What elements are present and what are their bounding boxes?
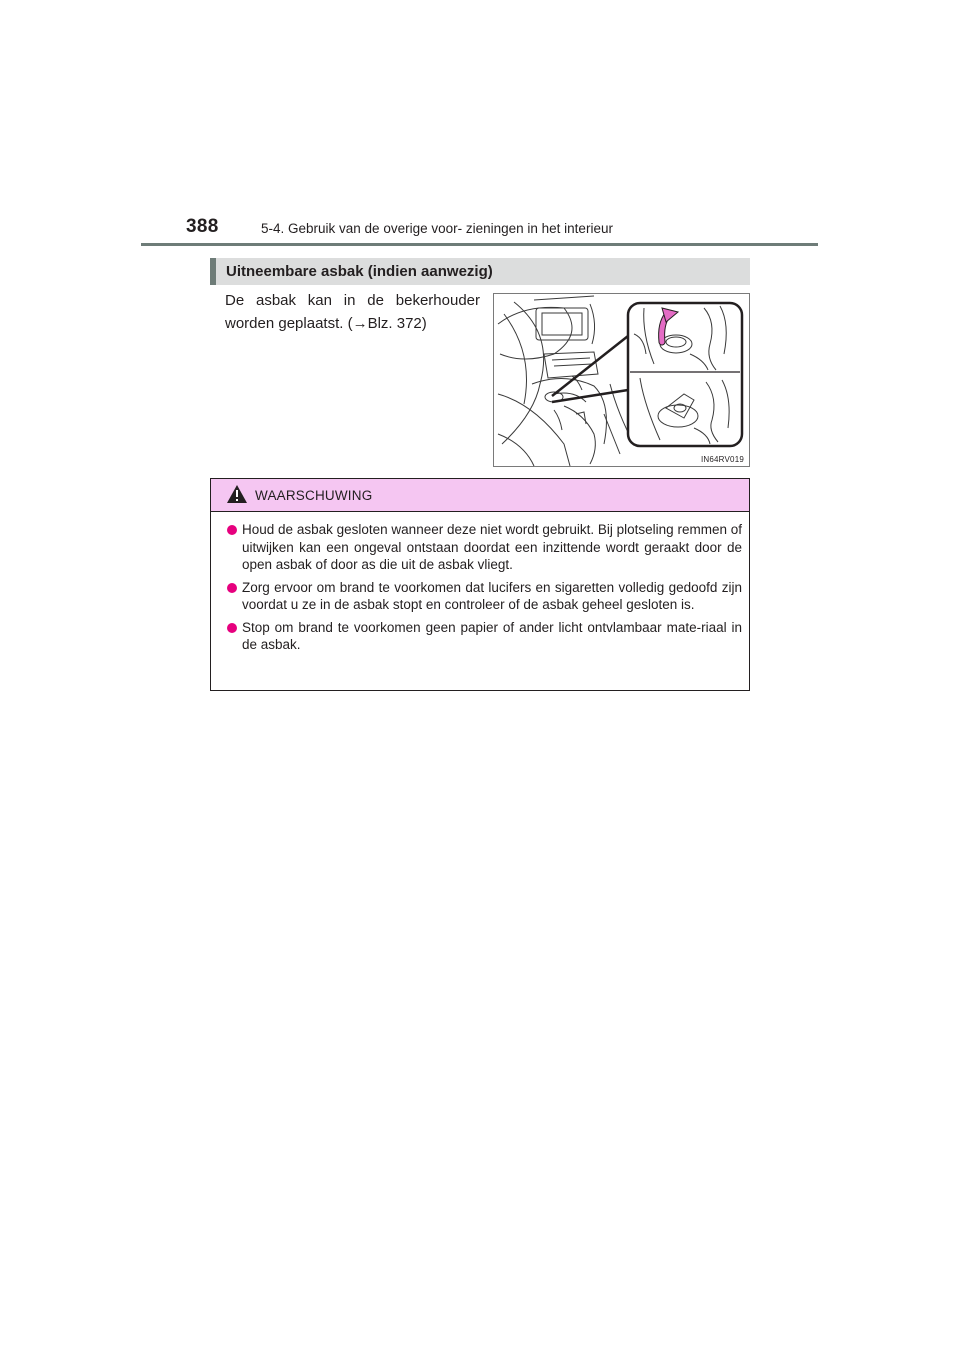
- warning-item: [227, 619, 742, 654]
- warning-item-text: Houd de asbak gesloten wanneer deze niet wordt gebruikt. Bij plotseling remmen of uitwijken kan een ongeval ontstaan doordat een inzittende wordt geraakt door de open asbak of door as die uit de asbak vliegt.: [242, 522, 742, 572]
- bullet-icon: [227, 623, 237, 633]
- warning-title: WAARSCHUWING: [255, 488, 373, 503]
- ashtray-in-cupholder-illustration: [494, 294, 751, 468]
- warning-item: [227, 521, 742, 574]
- warning-item-text: Zorg ervoor om brand te voorkomen dat lucifers en sigaretten volledig gedoofd zijn voordat u ze in de asbak stopt en controleer of de asbak geheel gesloten is.: [242, 579, 742, 612]
- header-rule: [141, 243, 818, 246]
- warning-item: [227, 579, 742, 614]
- ashtray-illustration: [493, 293, 750, 467]
- intro-line-2: worden geplaatst. (→Blz. 372): [225, 315, 427, 332]
- warning-list: [211, 512, 749, 654]
- warning-item-text: Stop om brand te voorkomen geen papier of ander licht ontvlambaar mate-riaal in de asbak.: [242, 619, 742, 652]
- intro-line-1: De asbak kan in de bekerhouder: [225, 292, 480, 309]
- subheading: Uitneembare asbak (indien aanwezig): [210, 258, 750, 285]
- warning-triangle-icon: [226, 484, 248, 504]
- bullet-icon: [227, 525, 237, 535]
- warning-box: [210, 478, 750, 691]
- illustration-code: IN64RV019: [700, 455, 744, 464]
- section-title: 5-4. Gebruik van de overige voor- zieningen in het interieur: [261, 221, 613, 236]
- intro-paragraph: [225, 289, 480, 335]
- warning-header: [211, 479, 749, 512]
- bullet-icon: [227, 583, 237, 593]
- page-number: 388: [186, 216, 219, 237]
